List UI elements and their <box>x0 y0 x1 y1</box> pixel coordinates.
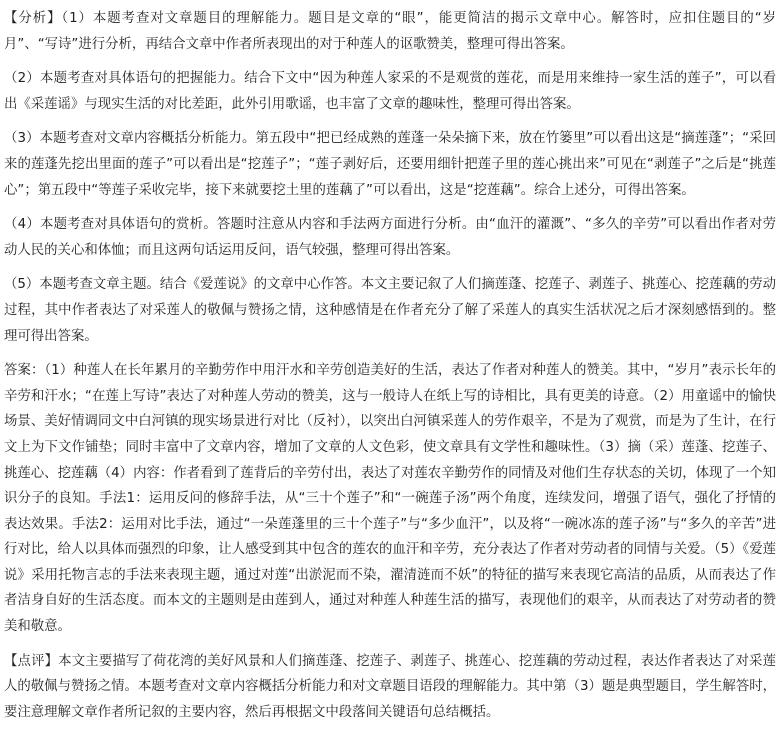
analysis-item-5: （5）本题考查文章主题。结合《爱莲说》的文章中心作答。本文主要记叙了人们摘莲蓬、挖莲子、剥莲子、挑莲心、挖莲藕的劳动过程，其中作者表达了对采莲人的敬佩与赞扬之情，这种感情是在作者充分了解了采莲人的真实生活状况之后才深刻感悟到的。整理可得出答案。 <box>4 277 776 344</box>
answer-paragraph: 答案：（1）种莲人在长年累月的辛勤劳作中用汗水和辛劳创造美好的生活，表达了作者对种莲人的赞美。其中，“岁月”表示长年的辛劳和汗水；“在莲上写诗”表达了对种莲人劳动的赞美，这与一般诗人在纸上写的诗相比，具有更美的诗意。（2）用童谣中的愉快场景、美好情调同文中白河镇的现实场景进行对比（反衬），以突出白河镇采莲人的劳作艰辛，不是为了观赏，而是为了生计，在行文上为下文作铺垫；同时丰富中了文章内容，增加了文章的人文色彩，使文章具有文学性和趣味性。（3）摘（采）莲蓬、挖莲子、挑莲心、挖莲藕（4）内容：作者看到了莲背后的辛劳付出，表达了对莲农辛勤劳作的同情及对他们生存状态的关切，体现了一个知识分子的良知。手法1：运用反问的修辞手法，从“三十个莲子”和“一碗莲子汤”两个角度，连续发问，增强了语气，强化了抒情的表达效果。手法2：运用对比手法，通过“一朵莲蓬里的三十个莲子”与“多少血汗”，以及将“一碗冰冻的莲子汤”与“多久的辛苦”进行对比，给人以具体而强烈的印象，让人感受到其中包含的莲农的血汗和辛劳，充分表达了作者对劳动者的同情与关爱。（5）《爱莲说》采用托物言志的手法来表现主题，通过对莲“出淤泥而不染，濯清涟而不妖”的特征的描写来表现它高洁的品质，从而表达了作者洁身自好的生活态度。而本文的主题则是由莲到人，通过对种莲人种莲生活的描写，表现他们的艰辛，从而表达了对劳动者的赞美和敬意。 <box>4 363 776 635</box>
analysis-item-4: （4）本题考查对具体语句的赏析。答题时注意从内容和手法两方面进行分析。由“血汗的灌溉”、“多久的辛劳”可以看出作者对劳动人民的关心和体恤；而且这两句话运用反问，语气较强，整理可得出答案。 <box>4 217 776 258</box>
comment-paragraph: 【点评】本文主要描写了荷花湾的美好风景和人们摘莲蓬、挖莲子、剥莲子、挑莲心、挖莲藕的劳动过程，表达作者表达了对采莲人的敬佩与赞扬之情。本题考查对文章内容概括分析能力和对文章题目语段的理解能力。其中第（3）题是典型题目，学生解答时，要注意理解文章作者所记叙的主要内容，然后再根据文中段落间关键语句总结概括。 <box>4 653 776 720</box>
analysis-item-2: （2）本题考查对具体语句的把握能力。结合下文中“因为种莲人家采的不是观赏的莲花，而是用来维持一家生活的莲子”，可以看出《采莲谣》与现实生活的对比差距，此外引用歌谣，也丰富了文章的趣味性，整理可得出答案。 <box>4 71 776 112</box>
analysis-paragraph: 【分析】（1）本题考查对文章题目的理解能力。题目是文章的“眼”，能更简洁的揭示文章中心。解答时，应扣住题目的“岁月”、“写诗”进行分析，再结合文章中作者所表现出的对于种莲人的讴歌赞美，整理可得出答案。 <box>4 11 776 52</box>
analysis-item-3: （3）本题考查对文章内容概括分析能力。第五段中“把已经成熟的莲蓬一朵朵摘下来，放在竹篓里”可以看出这是“摘莲蓬”；“采回来的莲蓬先挖出里面的莲子”可以看出是“挖莲子”；“莲子剥好后，还要用细针把莲子里的莲心挑出来”可见在“剥莲子”之后是“挑莲心”；第五段中“等莲子采收完毕，接下来就要挖土里的莲藕了”可以看出，这是“挖莲藕”。综合上述分，可得出答案。 <box>4 131 776 198</box>
